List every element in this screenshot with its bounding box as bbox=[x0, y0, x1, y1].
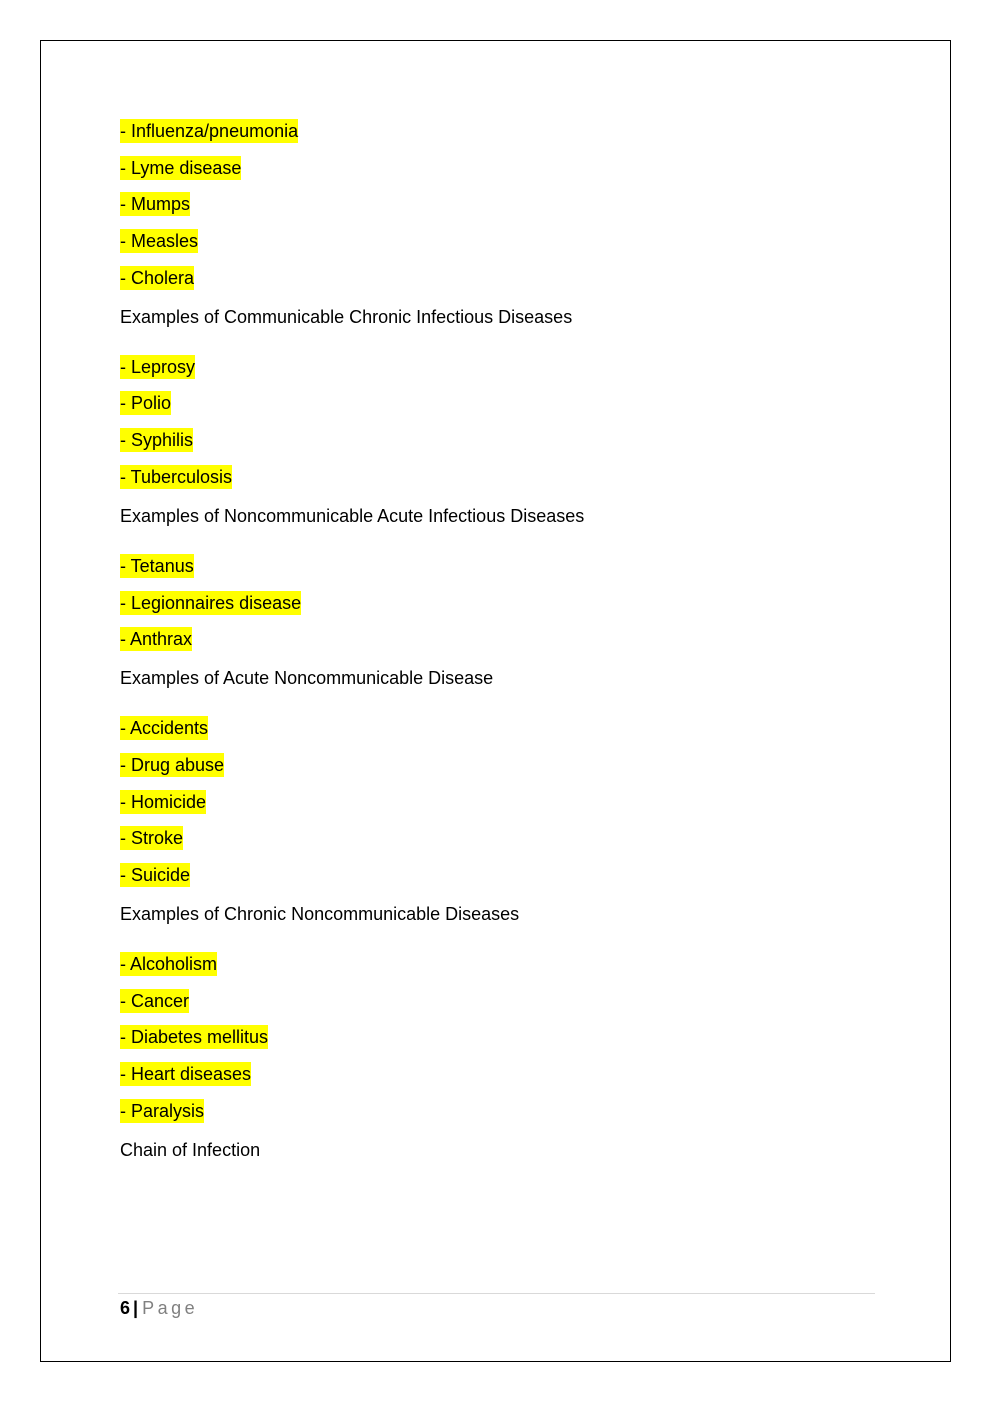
highlighted-text: - Polio bbox=[120, 393, 172, 414]
footer-separator: | bbox=[133, 1298, 139, 1318]
highlighted-text: - Drug abuse bbox=[120, 754, 225, 775]
highlighted-text: - Stroke bbox=[120, 828, 184, 849]
list-item bbox=[120, 155, 875, 181]
section-heading: Examples of Acute Noncommunicable Disease bbox=[120, 668, 494, 689]
list-item bbox=[120, 862, 875, 888]
page-footer bbox=[120, 1296, 198, 1320]
highlighted-text: - Suicide bbox=[120, 864, 191, 885]
list-item bbox=[120, 825, 875, 851]
list-item bbox=[120, 191, 875, 217]
section-heading: Examples of Chronic Noncommunicable Diseases bbox=[120, 903, 520, 924]
list-item bbox=[120, 118, 875, 144]
list-item bbox=[120, 464, 875, 490]
list-item bbox=[120, 1098, 875, 1124]
footer-divider bbox=[118, 1293, 875, 1294]
section-heading: Examples of Communicable Chronic Infectious Diseases bbox=[120, 306, 573, 327]
list-item bbox=[120, 626, 875, 652]
list-item bbox=[120, 354, 875, 380]
highlighted-text: - Mumps bbox=[120, 194, 191, 215]
highlighted-text: - Measles bbox=[120, 231, 199, 252]
highlighted-text: - Syphilis bbox=[120, 430, 194, 451]
document-body bbox=[120, 118, 875, 1187]
highlighted-text: - Leprosy bbox=[120, 356, 196, 377]
list-item bbox=[120, 265, 875, 291]
list-item bbox=[120, 590, 875, 616]
highlighted-text: - Legionnaires disease bbox=[120, 592, 302, 613]
section-heading-chain-of-infection: Chain of Infection bbox=[120, 1139, 261, 1160]
list-item bbox=[120, 390, 875, 416]
highlighted-text: - Diabetes mellitus bbox=[120, 1027, 269, 1048]
highlighted-text: - Tetanus bbox=[120, 555, 194, 576]
highlighted-text: - Influenza/pneumonia bbox=[120, 121, 299, 141]
highlighted-text: - Cancer bbox=[120, 990, 190, 1011]
highlighted-text: - Cholera bbox=[120, 267, 195, 288]
highlighted-text: - Homicide bbox=[120, 791, 207, 812]
list-item bbox=[120, 988, 875, 1014]
list-item bbox=[120, 1024, 875, 1050]
list-item bbox=[120, 427, 875, 453]
list-item bbox=[120, 951, 875, 977]
highlighted-text: - Lyme disease bbox=[120, 157, 242, 178]
page-label: Page bbox=[142, 1298, 199, 1318]
list-item bbox=[120, 553, 875, 579]
page-number: 6 bbox=[120, 1298, 131, 1318]
highlighted-text: - Alcoholism bbox=[120, 953, 218, 974]
list-item bbox=[120, 789, 875, 815]
highlighted-text: - Paralysis bbox=[120, 1100, 205, 1121]
highlighted-text: - Anthrax bbox=[120, 629, 193, 650]
list-item bbox=[120, 228, 875, 254]
section-heading: Examples of Noncommunicable Acute Infectious Diseases bbox=[120, 505, 585, 526]
highlighted-text: - Heart diseases bbox=[120, 1064, 252, 1084]
list-item bbox=[120, 1061, 875, 1087]
list-item bbox=[120, 752, 875, 778]
highlighted-text: - Accidents bbox=[120, 718, 209, 739]
list-item bbox=[120, 715, 875, 741]
highlighted-text: - Tuberculosis bbox=[120, 466, 233, 487]
